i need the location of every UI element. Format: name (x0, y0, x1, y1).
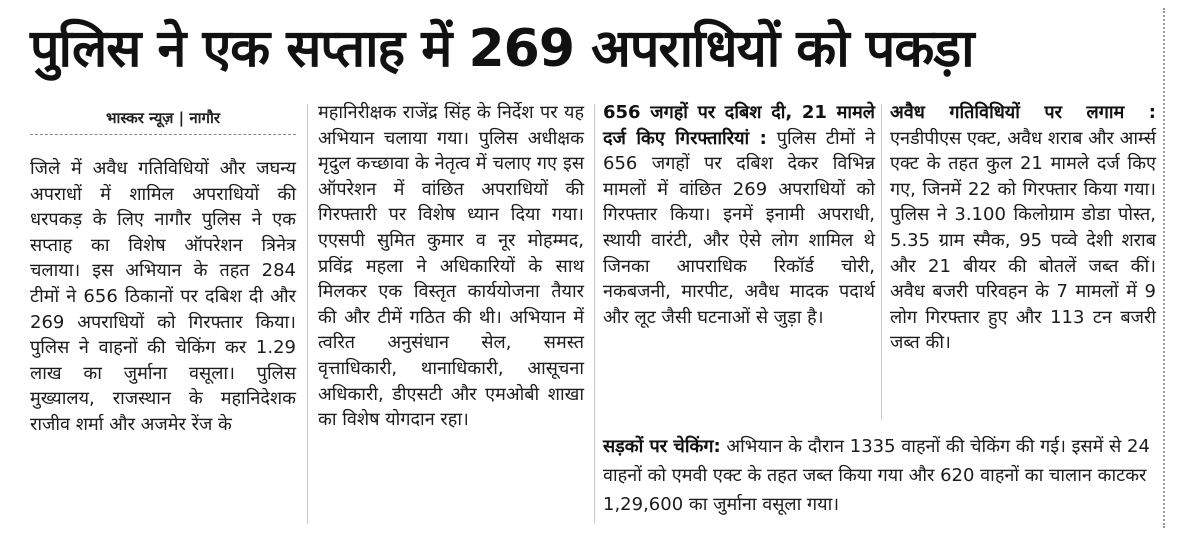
bottom-section (603, 432, 1156, 519)
article-column-3 (603, 100, 875, 330)
article-column-1 (30, 156, 296, 438)
byline-divider (30, 134, 296, 135)
column-3-paragraph (603, 100, 875, 330)
bottom-text: अभियान के दौरान 1335 वाहनों की चेकिंग की गई। इसमें से 24 वाहनों को एमवी एक्ट के तहत जब्त किया गया और 620 वाहनों का चालान काटकर 1,29,600 का जुर्माना वसूला गया। (603, 436, 1150, 515)
byline-block (30, 100, 296, 144)
article-column-2 (318, 100, 584, 433)
column-4-paragraph (890, 100, 1156, 356)
column-divider (594, 104, 595, 524)
article-column-4 (890, 100, 1156, 356)
column-4-text: एनडीपीएस एक्ट, अवैध शराब और आर्म्स एक्ट के तहत कुल 21 मामले दर्ज किए गए, जिनमें 22 को गिरफ्तार किया गया। पुलिस ने 3.100 किलोग्राम डोडा पोस्त, 5.35 ग्राम स्मैक, 95 पव्वे देशी शराब और 21 बीयर की बोतलें जब्त कीं। अवैध बजरी परिवहन के 7 मामलों में 9 लोग गिरफ्तार हुए और 113 टन बजरी जब्त की। (890, 127, 1156, 354)
bottom-paragraph (603, 432, 1156, 519)
column-divider (307, 104, 308, 524)
bottom-subheading: सड़कों पर चेकिंग: (603, 436, 721, 457)
column-3-subheading: 656 जगहों पर दबिश दी, 21 मामले दर्ज किए गिरफ्तारियां : (603, 102, 875, 149)
column-1-text: जिले में अवैध गतिविधियों और जघन्य अपराधों में शामिल अपराधियों की धरपकड़ के लिए नागौर पुलिस ने एक सप्ताह का विशेष ऑपरेशन त्रिनेत्र चलाया। इस अभियान के तहत 284 टीमों ने 656 ठिकानों पर दबिश दी और 269 अपराधियों को गिरफ्तार किया। पुलिस ने वाहनों की चेकिंग कर 1.29 लाख का जुर्माना वसूला। पुलिस मुख्यालय, राजस्थान के महानिदेशक राजीव शर्मा और अजमेर रेंज के (30, 158, 296, 435)
column-4-subheading: अवैध गतिविधियों पर लगाम : (890, 102, 1156, 123)
column-2-text: महानिरीक्षक राजेंद्र सिंह के निर्देश पर यह अभियान चलाया गया। पुलिस अधीक्षक मृदुल कच्छावा के नेतृत्व में चलाए गए इस ऑपरेशन में वांछित अपराधियों की गिरफ्तारी पर विशेष ध्यान दिया गया। एएसपी सुमित कुमार व नूर मोहम्मद, प्रविंद्र महला ने अधिकारियों के साथ मिलकर एक विस्तृत कार्ययोजना तैयार की और टीमें गठित की थी। अभियान में त्वरित अनुसंधान सेल, समस्त वृत्ताधिकारी, थानाधिकारी, आसूचना अधिकारी, डीएसटी और एमओबी शाखा का विशेष योगदान रहा। (318, 102, 584, 431)
column-3-text: पुलिस टीमों ने 656 जगहों पर दबिश देकर विभिन्न मामलों में वांछित 269 अपराधियों को गिरफ्तार किया। इनमें इनामी अपराधी, स्थायी वारंटी, और ऐसे लोग शामिल थे जिनका आपराधिक रिकॉर्ड चोरी, नकबजनी, मारपीट, अवैध मादक पदार्थ और लूट जैसी घटनाओं से जुड़ा है। (603, 127, 875, 328)
headline: पुलिस ने एक सप्ताह में 269 अपराधियों को पकड़ा (30, 19, 974, 79)
byline: भास्कर न्यूज़ | नागौर (106, 109, 220, 127)
page-edge-rule (1163, 8, 1165, 528)
column-divider (881, 104, 882, 420)
